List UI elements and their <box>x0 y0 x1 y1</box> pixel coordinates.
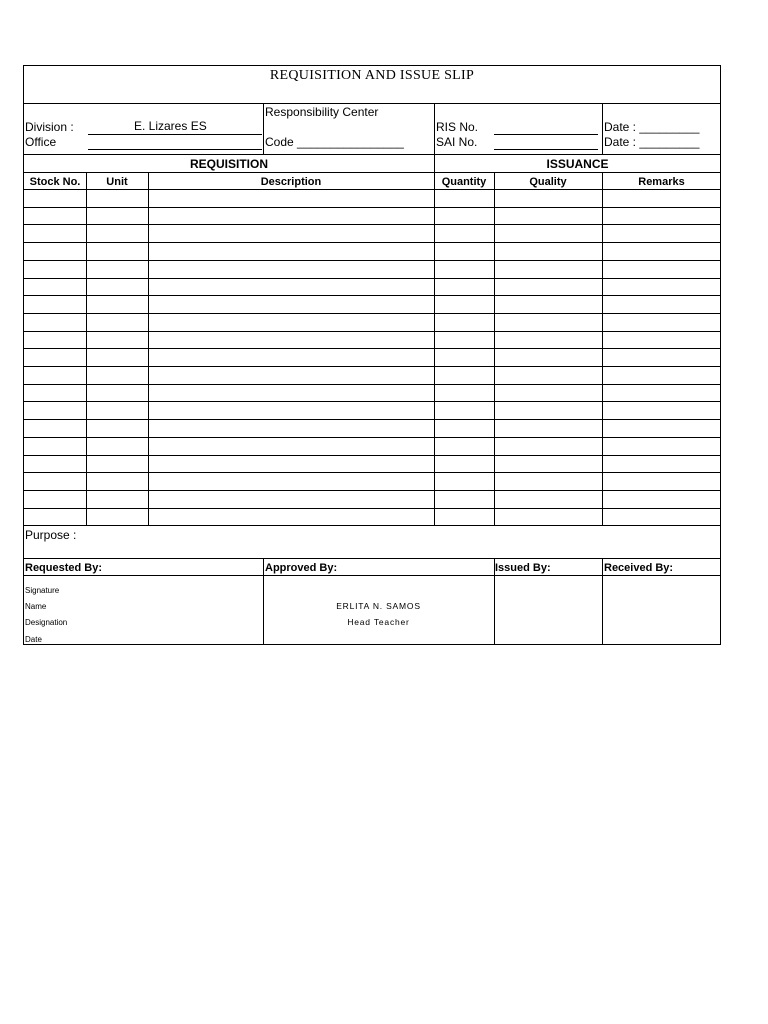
col-remarks: Remarks <box>638 176 685 188</box>
table-row <box>24 401 721 402</box>
col-description: Description <box>260 176 322 188</box>
code-label: Code ________________ <box>265 135 404 149</box>
responsibility-center-label: Responsibility Center <box>265 105 379 119</box>
table-row <box>24 295 721 296</box>
table-row <box>24 490 721 491</box>
table-row <box>24 207 721 208</box>
table-row <box>24 384 721 385</box>
table-row <box>24 366 721 367</box>
division-underline <box>88 134 262 135</box>
table-column-divider <box>434 172 435 525</box>
requisition-header: REQUISITION <box>189 157 268 171</box>
table-row <box>24 508 721 509</box>
table-row <box>24 348 721 349</box>
requested-by-label: Requested By: <box>25 562 103 574</box>
sig-divider-3 <box>602 558 603 645</box>
table-column-divider <box>602 172 603 525</box>
col-quantity: Quantity <box>441 176 487 188</box>
column-header-bottom-line <box>24 189 721 190</box>
col-quality: Quality <box>529 176 567 188</box>
approver-name: ERLITA N. SAMOS <box>336 601 421 611</box>
section-top-line <box>24 154 721 155</box>
sig-row-designation: Designation <box>25 618 68 627</box>
office-underline <box>88 149 262 150</box>
issuance-header: ISSUANCE <box>546 157 609 171</box>
table-row <box>24 278 721 279</box>
table-row <box>24 313 721 314</box>
table-row <box>24 260 721 261</box>
issued-by-label: Issued By: <box>495 562 551 574</box>
sai-underline <box>494 149 598 150</box>
ris-underline <box>494 134 598 135</box>
header-divider-1 <box>263 103 264 155</box>
table-row <box>24 224 721 225</box>
requisition-issue-slip-form <box>23 65 721 645</box>
header-divider-2 <box>434 103 435 155</box>
purpose-bottom-line <box>24 558 721 559</box>
table-row <box>24 331 721 332</box>
table-row <box>24 455 721 456</box>
table-row <box>24 242 721 243</box>
received-by-label: Received By: <box>604 562 674 574</box>
sai-label: SAI No. <box>436 135 478 149</box>
table-row <box>24 419 721 420</box>
form-title: REQUISITION AND ISSUE SLIP <box>269 68 475 83</box>
sig-row-date: Date <box>25 635 42 644</box>
header-divider-3 <box>602 103 603 155</box>
table-column-divider <box>494 172 495 525</box>
signatory-header-line <box>24 575 721 576</box>
date2-label: Date : _________ <box>604 135 700 149</box>
table-row <box>24 472 721 473</box>
column-header-top-line <box>24 172 721 173</box>
title-divider <box>24 103 721 104</box>
table-bottom-line <box>24 525 721 526</box>
col-unit: Unit <box>106 176 128 188</box>
col-stock-no: Stock No. <box>29 176 81 188</box>
approver-title: Head Teacher <box>347 617 410 627</box>
date1-label: Date : _________ <box>604 120 700 134</box>
purpose-label: Purpose : <box>25 528 77 542</box>
division-label: Division : <box>25 120 74 134</box>
table-column-divider <box>148 172 149 525</box>
ris-label: RIS No. <box>436 120 479 134</box>
table-column-divider <box>86 172 87 525</box>
sig-row-signature: Signature <box>25 586 60 595</box>
table-row <box>24 437 721 438</box>
sig-row-name: Name <box>25 602 47 611</box>
approved-by-label: Approved By: <box>265 562 338 574</box>
office-label: Office <box>25 135 57 149</box>
sig-divider-2 <box>494 558 495 645</box>
division-value: E. Lizares ES <box>134 119 207 133</box>
